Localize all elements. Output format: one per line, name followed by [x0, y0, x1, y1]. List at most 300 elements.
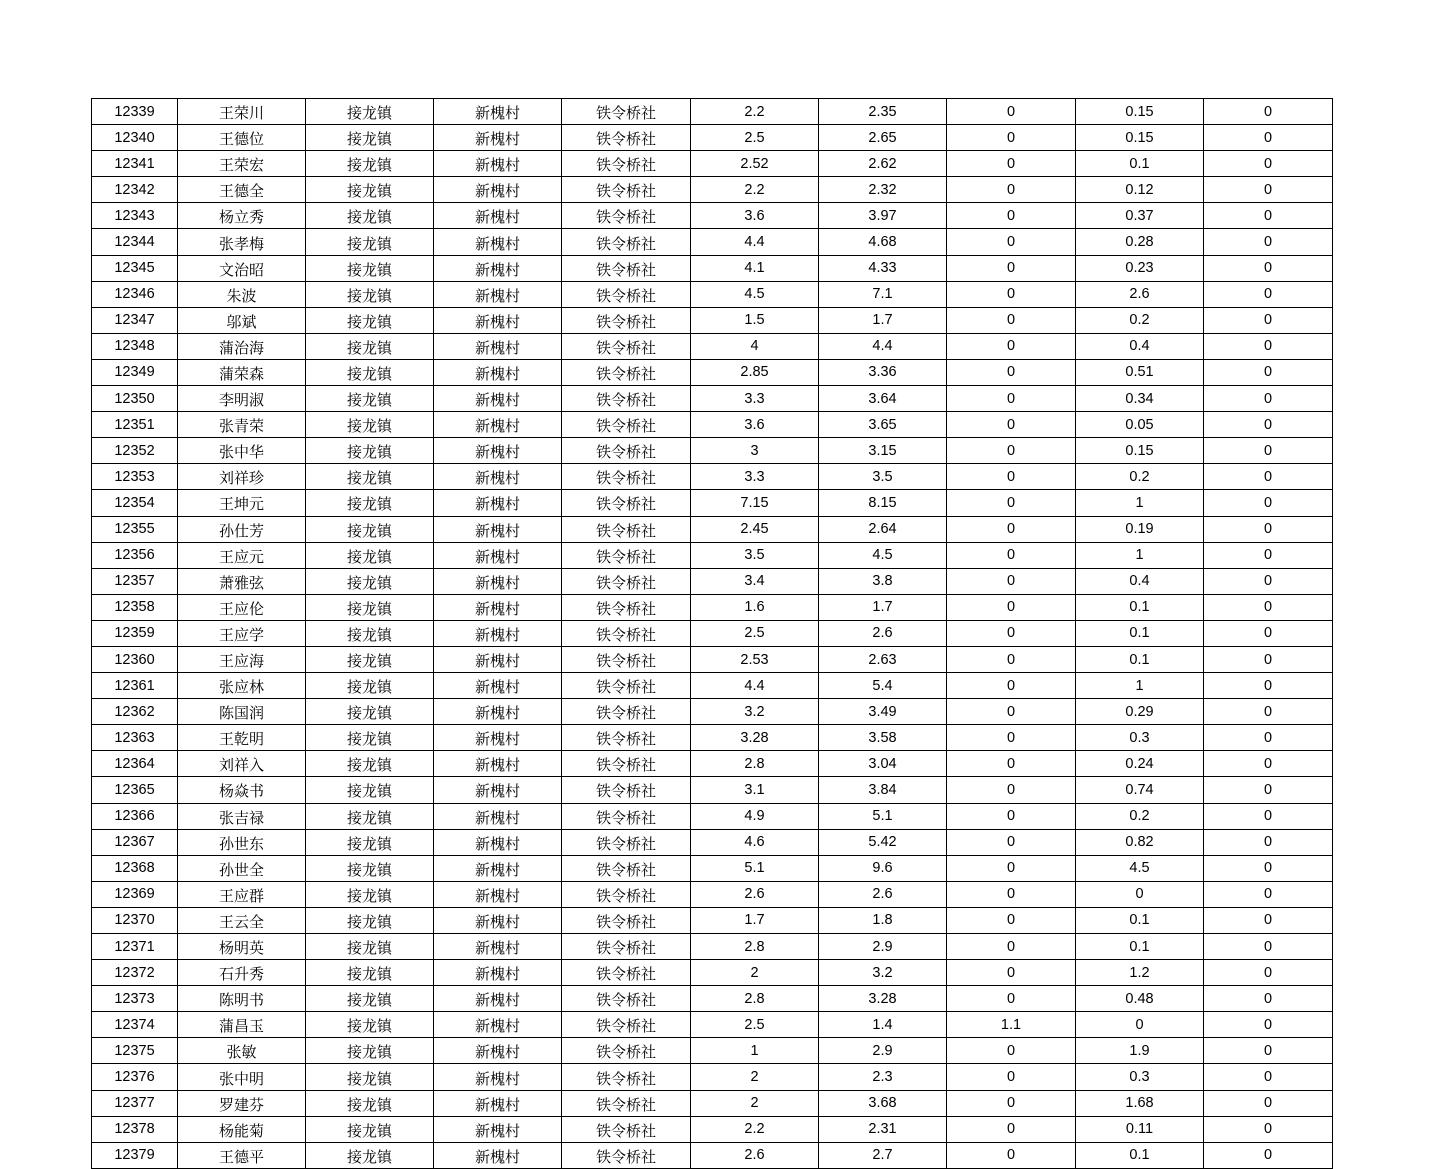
- value-a-cell: 4.4: [691, 229, 819, 255]
- value-b-cell: 1.7: [819, 594, 947, 620]
- name-cell: 张敏: [178, 1038, 306, 1064]
- town-cell: 接龙镇: [306, 490, 434, 516]
- value-e-cell: 0: [1204, 1090, 1333, 1116]
- value-e-cell: 0: [1204, 907, 1333, 933]
- town-cell: 接龙镇: [306, 1142, 434, 1168]
- value-b-cell: 3.8: [819, 568, 947, 594]
- value-e-cell: 0: [1204, 229, 1333, 255]
- value-a-cell: 2: [691, 960, 819, 986]
- group-cell: 铁令桥社: [562, 1090, 691, 1116]
- value-c-cell: 0: [947, 1090, 1076, 1116]
- town-cell: 接龙镇: [306, 1116, 434, 1142]
- name-cell: 王应海: [178, 646, 306, 672]
- value-d-cell: 0.1: [1076, 620, 1204, 646]
- value-b-cell: 3.58: [819, 725, 947, 751]
- table-row: [92, 151, 1333, 177]
- name-cell: 王应伦: [178, 594, 306, 620]
- table-row: [92, 777, 1333, 803]
- value-a-cell: 3.3: [691, 386, 819, 412]
- village-cell: 新槐村: [434, 568, 562, 594]
- value-e-cell: 0: [1204, 464, 1333, 490]
- value-b-cell: 2.32: [819, 177, 947, 203]
- value-e-cell: 0: [1204, 203, 1333, 229]
- id-cell: 12361: [92, 673, 178, 699]
- village-cell: 新槐村: [434, 777, 562, 803]
- group-cell: 铁令桥社: [562, 490, 691, 516]
- value-c-cell: 0: [947, 855, 1076, 881]
- value-a-cell: 2.2: [691, 1116, 819, 1142]
- value-d-cell: 1.68: [1076, 1090, 1204, 1116]
- value-c-cell: 0: [947, 307, 1076, 333]
- value-c-cell: 0: [947, 934, 1076, 960]
- value-e-cell: 0: [1204, 751, 1333, 777]
- table-row: [92, 386, 1333, 412]
- village-cell: 新槐村: [434, 386, 562, 412]
- value-a-cell: 2.8: [691, 751, 819, 777]
- value-d-cell: 0.3: [1076, 1064, 1204, 1090]
- value-b-cell: 2.9: [819, 934, 947, 960]
- group-cell: 铁令桥社: [562, 125, 691, 151]
- value-c-cell: 0: [947, 699, 1076, 725]
- value-b-cell: 1.8: [819, 907, 947, 933]
- value-d-cell: 0.1: [1076, 1142, 1204, 1168]
- id-cell: 12347: [92, 307, 178, 333]
- group-cell: 铁令桥社: [562, 855, 691, 881]
- value-e-cell: 0: [1204, 359, 1333, 385]
- value-e-cell: 0: [1204, 594, 1333, 620]
- name-cell: 王德全: [178, 177, 306, 203]
- id-cell: 12366: [92, 803, 178, 829]
- id-cell: 12364: [92, 751, 178, 777]
- group-cell: 铁令桥社: [562, 594, 691, 620]
- id-cell: 12363: [92, 725, 178, 751]
- village-cell: 新槐村: [434, 855, 562, 881]
- group-cell: 铁令桥社: [562, 203, 691, 229]
- value-e-cell: 0: [1204, 1012, 1333, 1038]
- value-c-cell: 0: [947, 620, 1076, 646]
- value-b-cell: 2.64: [819, 516, 947, 542]
- table-row: [92, 986, 1333, 1012]
- value-a-cell: 4.4: [691, 673, 819, 699]
- name-cell: 杨焱书: [178, 777, 306, 803]
- name-cell: 蒲昌玉: [178, 1012, 306, 1038]
- table-row: [92, 594, 1333, 620]
- group-cell: 铁令桥社: [562, 829, 691, 855]
- value-e-cell: 0: [1204, 125, 1333, 151]
- id-cell: 12346: [92, 281, 178, 307]
- value-c-cell: 0: [947, 725, 1076, 751]
- value-d-cell: 0.11: [1076, 1116, 1204, 1142]
- value-b-cell: 2.62: [819, 151, 947, 177]
- value-c-cell: 0: [947, 359, 1076, 385]
- table-row: [92, 907, 1333, 933]
- value-a-cell: 3.2: [691, 699, 819, 725]
- value-a-cell: 3.28: [691, 725, 819, 751]
- value-b-cell: 7.1: [819, 281, 947, 307]
- name-cell: 张孝梅: [178, 229, 306, 255]
- value-b-cell: 2.6: [819, 620, 947, 646]
- id-cell: 12350: [92, 386, 178, 412]
- value-d-cell: 1: [1076, 673, 1204, 699]
- village-cell: 新槐村: [434, 412, 562, 438]
- village-cell: 新槐村: [434, 307, 562, 333]
- table-row: [92, 1038, 1333, 1064]
- group-cell: 铁令桥社: [562, 986, 691, 1012]
- id-cell: 12369: [92, 881, 178, 907]
- table-row: [92, 438, 1333, 464]
- value-d-cell: 0.15: [1076, 99, 1204, 125]
- value-c-cell: 0: [947, 1038, 1076, 1064]
- value-e-cell: 0: [1204, 620, 1333, 646]
- village-cell: 新槐村: [434, 177, 562, 203]
- group-cell: 铁令桥社: [562, 1116, 691, 1142]
- id-cell: 12377: [92, 1090, 178, 1116]
- value-d-cell: 0.23: [1076, 255, 1204, 281]
- value-a-cell: 1.5: [691, 307, 819, 333]
- value-a-cell: 4: [691, 333, 819, 359]
- table-row: [92, 1116, 1333, 1142]
- group-cell: 铁令桥社: [562, 620, 691, 646]
- value-e-cell: 0: [1204, 386, 1333, 412]
- town-cell: 接龙镇: [306, 1090, 434, 1116]
- town-cell: 接龙镇: [306, 464, 434, 490]
- group-cell: 铁令桥社: [562, 1142, 691, 1168]
- town-cell: 接龙镇: [306, 151, 434, 177]
- village-cell: 新槐村: [434, 646, 562, 672]
- group-cell: 铁令桥社: [562, 725, 691, 751]
- table-row: [92, 516, 1333, 542]
- value-b-cell: 3.84: [819, 777, 947, 803]
- value-a-cell: 3.3: [691, 464, 819, 490]
- name-cell: 王应学: [178, 620, 306, 646]
- town-cell: 接龙镇: [306, 803, 434, 829]
- value-c-cell: 0: [947, 1142, 1076, 1168]
- table-row: [92, 1142, 1333, 1168]
- name-cell: 王荣宏: [178, 151, 306, 177]
- id-cell: 12353: [92, 464, 178, 490]
- value-a-cell: 1.6: [691, 594, 819, 620]
- value-c-cell: 0: [947, 542, 1076, 568]
- value-d-cell: 0.48: [1076, 986, 1204, 1012]
- table-row: [92, 229, 1333, 255]
- id-cell: 12368: [92, 855, 178, 881]
- table-row: [92, 1064, 1333, 1090]
- value-e-cell: 0: [1204, 568, 1333, 594]
- id-cell: 12379: [92, 1142, 178, 1168]
- town-cell: 接龙镇: [306, 881, 434, 907]
- value-a-cell: 2.2: [691, 99, 819, 125]
- group-cell: 铁令桥社: [562, 464, 691, 490]
- village-cell: 新槐村: [434, 490, 562, 516]
- id-cell: 12356: [92, 542, 178, 568]
- value-e-cell: 0: [1204, 646, 1333, 672]
- table-row: [92, 177, 1333, 203]
- village-cell: 新槐村: [434, 986, 562, 1012]
- value-d-cell: 0.2: [1076, 803, 1204, 829]
- id-cell: 12339: [92, 99, 178, 125]
- id-cell: 12345: [92, 255, 178, 281]
- value-d-cell: 0.1: [1076, 934, 1204, 960]
- value-b-cell: 4.5: [819, 542, 947, 568]
- id-cell: 12351: [92, 412, 178, 438]
- value-e-cell: 0: [1204, 516, 1333, 542]
- value-b-cell: 2.9: [819, 1038, 947, 1064]
- table-row: [92, 1090, 1333, 1116]
- value-b-cell: 3.49: [819, 699, 947, 725]
- name-cell: 邬斌: [178, 307, 306, 333]
- id-cell: 12374: [92, 1012, 178, 1038]
- id-cell: 12376: [92, 1064, 178, 1090]
- value-e-cell: 0: [1204, 725, 1333, 751]
- name-cell: 王应元: [178, 542, 306, 568]
- village-cell: 新槐村: [434, 542, 562, 568]
- value-a-cell: 3: [691, 438, 819, 464]
- town-cell: 接龙镇: [306, 725, 434, 751]
- name-cell: 陈国润: [178, 699, 306, 725]
- village-cell: 新槐村: [434, 1012, 562, 1038]
- value-e-cell: 0: [1204, 281, 1333, 307]
- value-a-cell: 4.1: [691, 255, 819, 281]
- value-e-cell: 0: [1204, 307, 1333, 333]
- name-cell: 孙仕芳: [178, 516, 306, 542]
- village-cell: 新槐村: [434, 203, 562, 229]
- name-cell: 石升秀: [178, 960, 306, 986]
- table-row: [92, 881, 1333, 907]
- village-cell: 新槐村: [434, 594, 562, 620]
- value-b-cell: 3.68: [819, 1090, 947, 1116]
- value-e-cell: 0: [1204, 412, 1333, 438]
- id-cell: 12378: [92, 1116, 178, 1142]
- value-a-cell: 1: [691, 1038, 819, 1064]
- group-cell: 铁令桥社: [562, 1012, 691, 1038]
- name-cell: 王乾明: [178, 725, 306, 751]
- group-cell: 铁令桥社: [562, 934, 691, 960]
- value-b-cell: 2.63: [819, 646, 947, 672]
- value-a-cell: 3.6: [691, 203, 819, 229]
- table-row: [92, 751, 1333, 777]
- value-d-cell: 0.4: [1076, 333, 1204, 359]
- table-body: [92, 99, 1333, 1169]
- town-cell: 接龙镇: [306, 125, 434, 151]
- town-cell: 接龙镇: [306, 386, 434, 412]
- village-cell: 新槐村: [434, 907, 562, 933]
- village-cell: 新槐村: [434, 516, 562, 542]
- value-b-cell: 3.65: [819, 412, 947, 438]
- value-d-cell: 0.34: [1076, 386, 1204, 412]
- town-cell: 接龙镇: [306, 568, 434, 594]
- value-c-cell: 0: [947, 646, 1076, 672]
- town-cell: 接龙镇: [306, 673, 434, 699]
- value-e-cell: 0: [1204, 829, 1333, 855]
- town-cell: 接龙镇: [306, 307, 434, 333]
- town-cell: 接龙镇: [306, 1038, 434, 1064]
- value-b-cell: 2.3: [819, 1064, 947, 1090]
- name-cell: 李明淑: [178, 386, 306, 412]
- id-cell: 12340: [92, 125, 178, 151]
- value-c-cell: 0: [947, 333, 1076, 359]
- value-a-cell: 2.2: [691, 177, 819, 203]
- village-cell: 新槐村: [434, 99, 562, 125]
- table-row: [92, 99, 1333, 125]
- village-cell: 新槐村: [434, 333, 562, 359]
- value-c-cell: 0: [947, 673, 1076, 699]
- value-c-cell: 0: [947, 177, 1076, 203]
- value-b-cell: 2.65: [819, 125, 947, 151]
- group-cell: 铁令桥社: [562, 99, 691, 125]
- id-cell: 12370: [92, 907, 178, 933]
- value-c-cell: 0: [947, 516, 1076, 542]
- table-row: [92, 646, 1333, 672]
- name-cell: 张中明: [178, 1064, 306, 1090]
- value-a-cell: 3.6: [691, 412, 819, 438]
- name-cell: 王德平: [178, 1142, 306, 1168]
- value-c-cell: 0: [947, 490, 1076, 516]
- value-d-cell: 0.51: [1076, 359, 1204, 385]
- value-a-cell: 7.15: [691, 490, 819, 516]
- town-cell: 接龙镇: [306, 516, 434, 542]
- value-a-cell: 2.8: [691, 986, 819, 1012]
- id-cell: 12373: [92, 986, 178, 1012]
- town-cell: 接龙镇: [306, 438, 434, 464]
- group-cell: 铁令桥社: [562, 281, 691, 307]
- town-cell: 接龙镇: [306, 960, 434, 986]
- value-d-cell: 1: [1076, 542, 1204, 568]
- value-c-cell: 0: [947, 255, 1076, 281]
- value-c-cell: 0: [947, 438, 1076, 464]
- value-c-cell: 0: [947, 777, 1076, 803]
- town-cell: 接龙镇: [306, 907, 434, 933]
- village-cell: 新槐村: [434, 1064, 562, 1090]
- value-d-cell: 0.28: [1076, 229, 1204, 255]
- value-c-cell: 0: [947, 829, 1076, 855]
- value-e-cell: 0: [1204, 255, 1333, 281]
- value-b-cell: 4.4: [819, 333, 947, 359]
- group-cell: 铁令桥社: [562, 307, 691, 333]
- village-cell: 新槐村: [434, 1038, 562, 1064]
- name-cell: 张青荣: [178, 412, 306, 438]
- value-c-cell: 0: [947, 986, 1076, 1012]
- name-cell: 陈明书: [178, 986, 306, 1012]
- value-a-cell: 2.6: [691, 881, 819, 907]
- village-cell: 新槐村: [434, 829, 562, 855]
- value-b-cell: 1.7: [819, 307, 947, 333]
- table-row: [92, 281, 1333, 307]
- town-cell: 接龙镇: [306, 751, 434, 777]
- group-cell: 铁令桥社: [562, 803, 691, 829]
- town-cell: 接龙镇: [306, 777, 434, 803]
- id-cell: 12355: [92, 516, 178, 542]
- village-cell: 新槐村: [434, 620, 562, 646]
- group-cell: 铁令桥社: [562, 412, 691, 438]
- village-cell: 新槐村: [434, 1142, 562, 1168]
- value-e-cell: 0: [1204, 855, 1333, 881]
- value-d-cell: 0.37: [1076, 203, 1204, 229]
- value-c-cell: 0: [947, 594, 1076, 620]
- value-b-cell: 3.64: [819, 386, 947, 412]
- village-cell: 新槐村: [434, 125, 562, 151]
- value-c-cell: 0: [947, 881, 1076, 907]
- value-e-cell: 0: [1204, 699, 1333, 725]
- town-cell: 接龙镇: [306, 986, 434, 1012]
- value-a-cell: 2: [691, 1090, 819, 1116]
- table-row: [92, 699, 1333, 725]
- value-c-cell: 0: [947, 203, 1076, 229]
- name-cell: 王应群: [178, 881, 306, 907]
- name-cell: 张应林: [178, 673, 306, 699]
- value-d-cell: 0: [1076, 1012, 1204, 1038]
- value-e-cell: 0: [1204, 934, 1333, 960]
- town-cell: 接龙镇: [306, 203, 434, 229]
- value-d-cell: 0.2: [1076, 307, 1204, 333]
- value-e-cell: 0: [1204, 438, 1333, 464]
- id-cell: 12349: [92, 359, 178, 385]
- table-row: [92, 725, 1333, 751]
- village-cell: 新槐村: [434, 1090, 562, 1116]
- value-c-cell: 0: [947, 803, 1076, 829]
- id-cell: 12348: [92, 333, 178, 359]
- table-row: [92, 620, 1333, 646]
- value-e-cell: 0: [1204, 99, 1333, 125]
- value-a-cell: 2.52: [691, 151, 819, 177]
- village-cell: 新槐村: [434, 673, 562, 699]
- value-e-cell: 0: [1204, 333, 1333, 359]
- name-cell: 王荣川: [178, 99, 306, 125]
- name-cell: 孙世全: [178, 855, 306, 881]
- value-d-cell: 0.15: [1076, 125, 1204, 151]
- value-c-cell: 0: [947, 281, 1076, 307]
- value-d-cell: 0.74: [1076, 777, 1204, 803]
- town-cell: 接龙镇: [306, 281, 434, 307]
- table-row: [92, 542, 1333, 568]
- value-d-cell: 0.12: [1076, 177, 1204, 203]
- value-a-cell: 3.4: [691, 568, 819, 594]
- value-d-cell: 0.1: [1076, 646, 1204, 672]
- name-cell: 孙世东: [178, 829, 306, 855]
- village-cell: 新槐村: [434, 803, 562, 829]
- value-a-cell: 4.5: [691, 281, 819, 307]
- value-b-cell: 2.6: [819, 881, 947, 907]
- group-cell: 铁令桥社: [562, 699, 691, 725]
- value-d-cell: 0.1: [1076, 594, 1204, 620]
- value-c-cell: 0: [947, 151, 1076, 177]
- value-e-cell: 0: [1204, 542, 1333, 568]
- group-cell: 铁令桥社: [562, 516, 691, 542]
- value-e-cell: 0: [1204, 1064, 1333, 1090]
- value-a-cell: 4.9: [691, 803, 819, 829]
- town-cell: 接龙镇: [306, 620, 434, 646]
- town-cell: 接龙镇: [306, 255, 434, 281]
- town-cell: 接龙镇: [306, 855, 434, 881]
- town-cell: 接龙镇: [306, 177, 434, 203]
- id-cell: 12358: [92, 594, 178, 620]
- town-cell: 接龙镇: [306, 333, 434, 359]
- id-cell: 12372: [92, 960, 178, 986]
- id-cell: 12375: [92, 1038, 178, 1064]
- name-cell: 杨明英: [178, 934, 306, 960]
- village-cell: 新槐村: [434, 1116, 562, 1142]
- value-c-cell: 0: [947, 907, 1076, 933]
- id-cell: 12352: [92, 438, 178, 464]
- value-e-cell: 0: [1204, 151, 1333, 177]
- table-row: [92, 1012, 1333, 1038]
- value-e-cell: 0: [1204, 881, 1333, 907]
- value-b-cell: 5.1: [819, 803, 947, 829]
- value-d-cell: 2.6: [1076, 281, 1204, 307]
- value-b-cell: 2.31: [819, 1116, 947, 1142]
- town-cell: 接龙镇: [306, 934, 434, 960]
- value-c-cell: 0: [947, 568, 1076, 594]
- value-b-cell: 8.15: [819, 490, 947, 516]
